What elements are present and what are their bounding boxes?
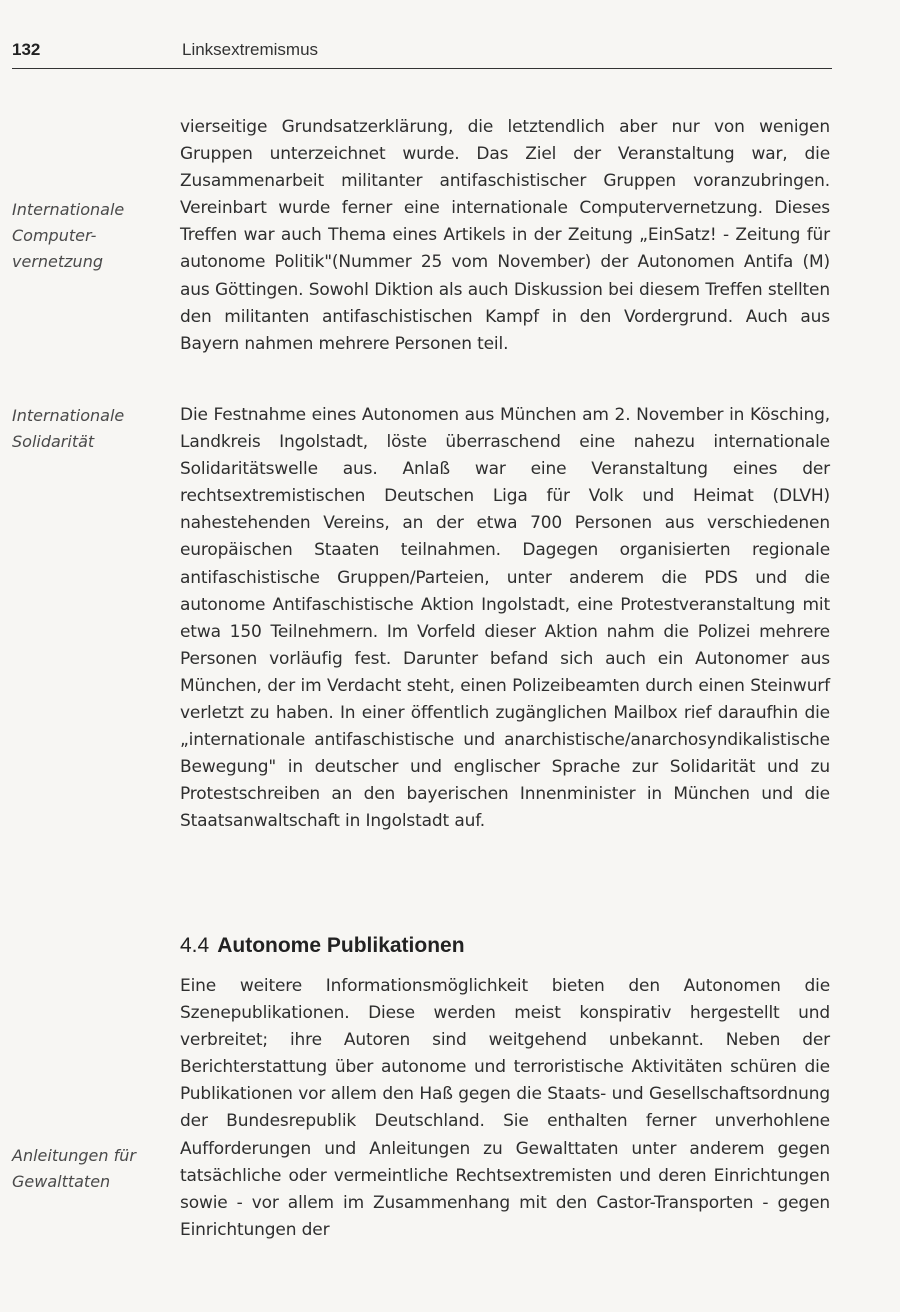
section-title: Autonome Publikationen bbox=[217, 934, 465, 957]
paragraph-2: Die Festnahme eines Autonomen aus München am 2. November in Kösching, Landkreis Ingolstadt, löste überraschend eine nahezu internationale Solidaritätswelle aus. Anlaß war eine Veranstaltung eines der rechtsextremistischen Deutschen Liga für Volk und Heimat (DLVH) nahestehenden Vereins, an der etwa 700 Personen aus verschiedenen europäischen Staaten teilnahmen. Dagegen organisierten regionale antifaschistische Gruppen/Parteien, unter anderem die PDS und die autonome Antifaschistische Aktion Ingolstadt, eine Protestveranstaltung mit etwa 150 Teilnehmern. Im Vorfeld dieser Aktion nahm die Polizei mehrere Personen vorläufig fest. Darunter befand sich auch ein Autonomer aus München, der im Verdacht steht, einen Polizeibeamten durch einen Steinwurf verletzt zu haben. In einer öffentlich zugänglichen Mailbox rief daraufhin die „internationale antifaschistische und anarchistische/anarchosyndikalistische Bewegung" in deutscher und englischer Sprache zur Solidarität und zu Protestschreiben an den bayerischen Innenminister in München und die Staatsanwaltschaft in Ingolstadt auf. bbox=[180, 405, 830, 832]
margin-note-line: Internationale bbox=[12, 200, 125, 219]
running-head: Linksextremismus bbox=[182, 40, 319, 59]
margin-note-line: Computer- bbox=[12, 226, 97, 245]
margin-note-line: Gewalttaten bbox=[12, 1172, 111, 1191]
margin-note-line: Anleitungen für bbox=[12, 1146, 136, 1165]
margin-note-violence-instructions bbox=[12, 1143, 172, 1195]
paragraph-3: Eine weitere Informationsmöglichkeit bieten den Autonomen die Szenepublikationen. Diese werden meist konspirativ hergestellt und verbreitet; ihre Autoren sind weitgehend unbekannt. Neben der Berichterstattung über autonome und terroristische Aktivitäten schüren die Publikationen vor allem den Haß gegen die Staats- und Gesellschaftsordnung der Bundesrepublik Deutschland. Sie enthalten ferner unverhohlene Aufforderungen und Anleitungen zu Gewalttaten unter anderem gegen tatsächliche oder vermeintliche Rechtsextremisten und deren Einrichtungen sowie - vor allem im Zusammenhang mit den Castor-Transporten - gegen Einrichtungen der bbox=[180, 976, 830, 1240]
margin-note-line: vernetzung bbox=[12, 252, 103, 271]
margin-note-line: Solidarität bbox=[12, 432, 95, 451]
paragraph-1: vierseitige Grundsatzerklärung, die letztendlich aber nur von wenigen Gruppen unterzeichnet wurde. Das Ziel der Veranstaltung war, die Zusammenarbeit militanter antifaschistischer Gruppen voranzubringen. Vereinbart wurde ferner eine internationale Computervernetzung. Dieses Treffen war auch Thema eines Artikels in der Zeitung „EinSatz! - Zeitung für autonome Politik"(Nummer 25 vom November) der Autonomen Antifa (M) aus Göttingen. Sowohl Diktion als auch Diskussion bei diesem Treffen stellten den militanten antifaschistischen Kampf in den Vordergrund. Auch aus Bayern nahmen mehrere Personen teil. bbox=[180, 117, 830, 354]
section-heading bbox=[180, 934, 465, 958]
page-number: 132 bbox=[12, 40, 41, 59]
margin-note-line: Internationale bbox=[12, 406, 125, 425]
section-number: 4.4 bbox=[180, 934, 210, 957]
page-header bbox=[12, 40, 832, 69]
margin-note-computer-network bbox=[12, 197, 172, 275]
margin-note-solidarity bbox=[12, 403, 172, 455]
